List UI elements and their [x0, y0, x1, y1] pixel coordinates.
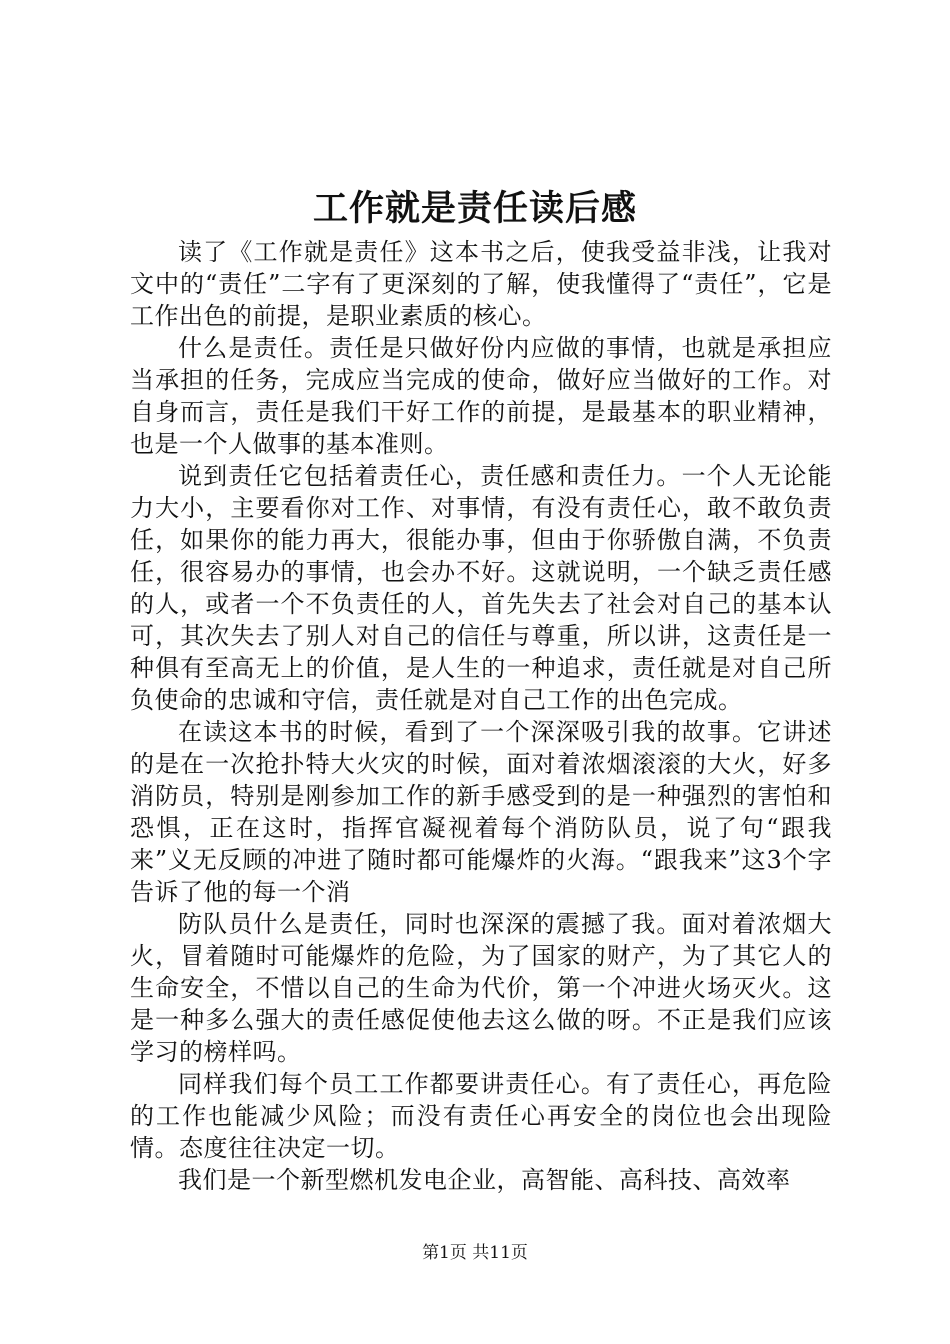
paragraph: 什么是责任。责任是只做好份内应做的事情，也就是承担应当承担的任务，完成应当完成的使命，做好应当做好的工作。对自身而言，责任是我们干好工作的前提，是最基本的职业精神，也是一个人做事的基本准则。	[130, 334, 832, 458]
paragraph: 防队员什么是责任，同时也深深的震撼了我。面对着浓烟大火，冒着随时可能爆炸的危险，为了国家的财产，为了其它人的生命安全，不惜以自己的生命为代价，第一个冲进火场灭火。这是一种多么强大的责任感促使他去这么做的呀。不正是我们应该学习的榜样吗。	[130, 910, 832, 1066]
paragraph: 读了《工作就是责任》这本书之后，使我受益非浅，让我对文中的“责任”二字有了更深刻的了解，使我懂得了“责任”，它是工作出色的前提，是职业素质的核心。	[130, 238, 832, 330]
document-title: 工作就是责任读后感	[312, 188, 637, 229]
paragraph: 在读这本书的时候，看到了一个深深吸引我的故事。它讲述的是在一次抢扑特大火灾的时候，面对着浓烟滚滚的大火，好多消防员，特别是刚参加工作的新手感受到的是一种强烈的害怕和恐惧，正在这时，指挥官凝视着每个消防队员，说了句“跟我来”义无反顾的冲进了随时都可能爆炸的火海。“跟我来”这3个字告诉了他的每一个消	[130, 718, 832, 906]
page-footer: 第1页 共11页	[422, 1243, 528, 1263]
paragraph: 同样我们每个员工工作都要讲责任心。有了责任心，再危险的工作也能减少风险；而没有责任心再安全的岗位也会出现险情。态度往往决定一切。	[130, 1070, 832, 1162]
document-body	[130, 236, 832, 1196]
paragraph: 我们是一个新型燃机发电企业，高智能、高科技、高效率	[178, 1166, 791, 1194]
paragraph: 说到责任它包括着责任心，责任感和责任力。一个人无论能力大小，主要看你对工作、对事情，有没有责任心，敢不敢负责任，如果你的能力再大，很能办事，但由于你骄傲自满，不负责任，很容易办的事情，也会办不好。这就说明，一个缺乏责任感的人，或者一个不负责任的人，首先失去了社会对自己的基本认可，其次失去了别人对自己的信任与尊重，所以讲，这责任是一种俱有至高无上的价值，是人生的一种追求，责任就是对自己所负使命的忠诚和守信，责任就是对自己工作的出色完成。	[130, 462, 832, 714]
